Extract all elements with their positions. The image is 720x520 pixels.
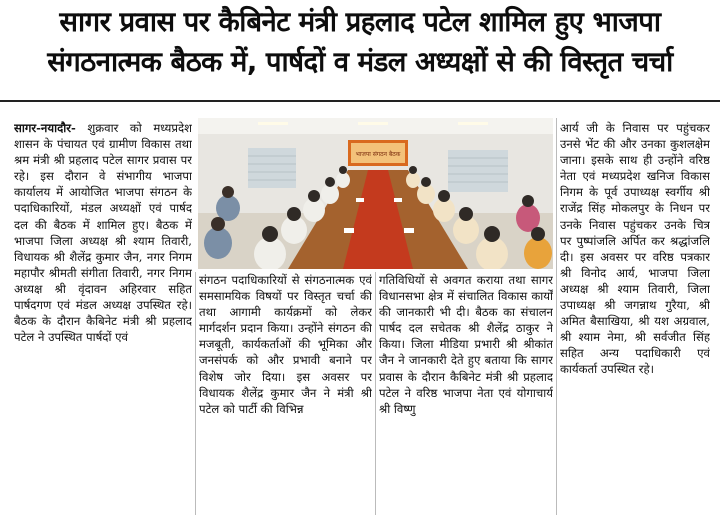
meeting-photo [198,118,553,269]
headline-line-1: सागर प्रवास पर कैबिनेट मंत्री प्रहलाद पटेल शामिल हुए भाजपा [59,6,661,38]
column-divider [375,272,376,515]
article-column-4-text: आर्य जी के निवास पर पहुंचकर उनसे भेंट की और उनका कुशलक्षेम जाना। इसके साथ ही उन्होंने वरिष्ठ नेता एवं मध्यप्रदेश खनिज विकास निगम के पूर्व उपाध्यक्ष स्वर्गीय श्री राजेंद्र सिंह मोकलपुर के निधन पर उनके निवास पहुंचकर उनके चित्र पर पुष्पांजलि अर्पित कर श्रद्धांजलि दी। इस अवसर पर वरिष्ठ पत्रकार श्री विनोद आर्य, भाजपा जिला अध्यक्ष श्री श्याम तिवारी, जिला उपाध्यक्ष श्री जगन्नाथ गुरैया, श्री अमित बैसाखिया, श्री यश अग्रवाल, श्री श्याम नेमा, श्री सर्वजीत सिंह सहित अन्य पदाधिकारी एवं कार्यकर्ता उपस्थित रहे। [560,121,710,377]
headline-line-2: संगठनात्मक बैठक में, पार्षदों व मंडल अध्यक्षों से की विस्तृत चर्चा [47,46,673,78]
article-column-4 [560,120,710,515]
photo-banner: भाजपा संगठन बैठक [355,151,401,158]
column-divider [556,118,557,515]
article-column-3-text: गतिविधियों से अवगत कराया तथा सागर विधानसभा क्षेत्र में संचालित विकास कार्यों की जानकारी भी दी। बैठक का संचालन पार्षद दल सचेतक श्री शैलेंद्र ठाकुर ने किया। जिला मीडिया प्रभारी श्री श्रीकांत जैन ने जानकारी देते हुए बताया कि सागर प्रवास के दौरान कैबिनेट मंत्री श्री प्रहलाद पटेल ने वरिष्ठ भाजपा नेता एवं योगाचार्य श्री विष्णु [379,273,553,416]
article-column-1 [14,120,192,515]
dateline: सागर-नयादौर- [14,121,76,135]
headline-rule [0,100,720,102]
column-divider [195,272,196,515]
article-column-2-text: संगठन पदाधिकारियों से संगठनात्मक एवं समसामयिक विषयों पर विस्तृत चर्चा की तथा आगामी कार्यक्रमों को लेकर मार्गदर्शन प्रदान किया। उन्होंने संगठन की मजबूती, कार्यकर्ताओं की भूमिका और जनसंपर्क को और प्रभावी बनाने पर विशेष जोर दिया। इस अवसर पर विधायक शैलेंद्र कुमार जैन ने मंत्री श्री पटेल को पार्टी की विभिन्न [199,273,372,416]
article-column-3 [379,272,553,515]
article-column-1-text: शुक्रवार को मध्यप्रदेश शासन के पंचायत एवं ग्रामीण विकास तथा श्रम मंत्री श्री प्रहलाद पटेल सागर प्रवास पर रहे। इस दौरान वे संभागीय भाजपा कार्यालय में आयोजित भाजपा संगठन के पदाधिकारियों, मंडल अध्यक्षों एवं पार्षद दल की बैठक में शामिल हुए। बैठक में भाजपा जिला अध्यक्ष श्री श्याम तिवारी, विधायक श्री शैलेंद्र कुमार जैन, नगर निगम महापौर श्रीमती संगीता तिवारी, नगर निगम अध्यक्ष श्री वृंदावन अहिरवार सहित पार्षदगण एवं मंडल अध्यक्ष उपस्थित रहे। बैठक के दौरान कैबिनेट मंत्री श्री प्रहलाद पटेल ने उपस्थित पार्षदों एवं [14,121,192,345]
article-column-2 [199,272,372,515]
headline [0,2,720,82]
